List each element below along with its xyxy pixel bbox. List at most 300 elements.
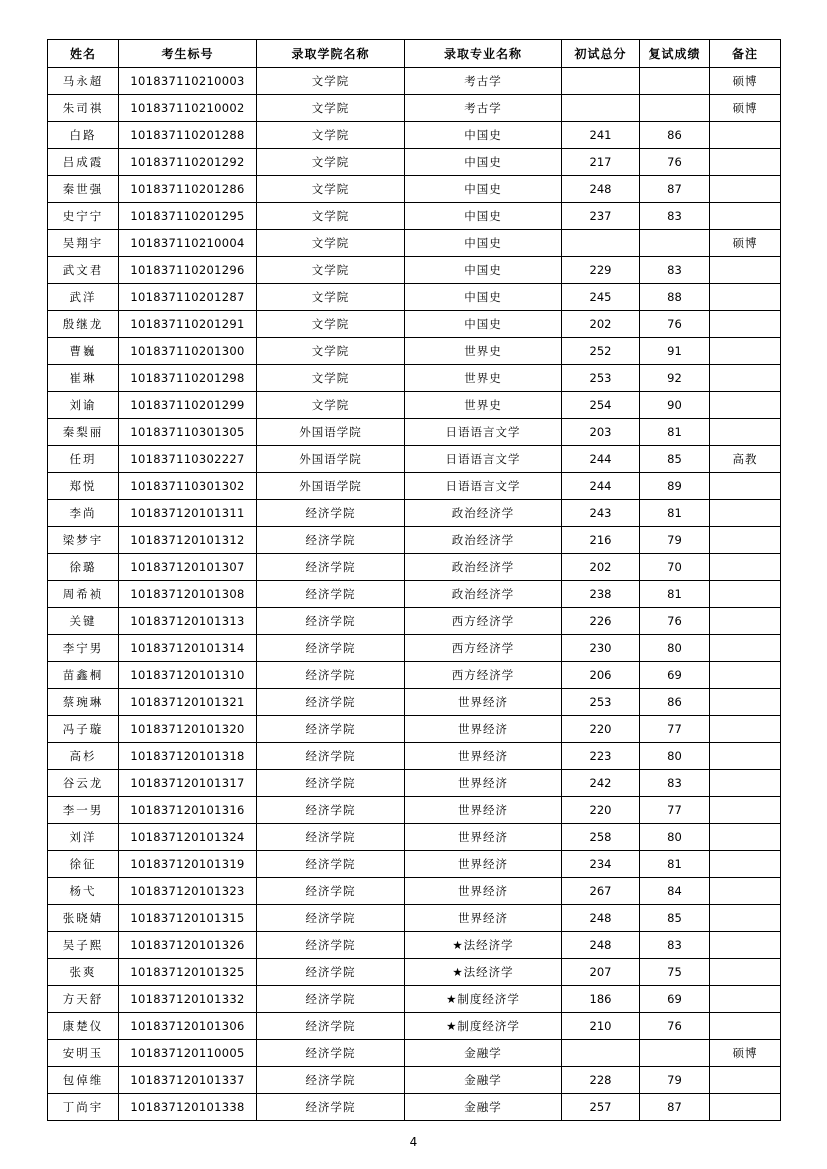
- cell-remarks: [710, 878, 781, 905]
- cell-exam-id: 101837120101311: [119, 500, 257, 527]
- cell-major: 中国史: [405, 257, 562, 284]
- cell-retest-score: 87: [640, 176, 710, 203]
- cell-exam-id: 101837120101320: [119, 716, 257, 743]
- cell-major: 日语语言文学: [405, 446, 562, 473]
- cell-retest-score: 89: [640, 473, 710, 500]
- cell-initial-score: 252: [562, 338, 640, 365]
- cell-exam-id: 101837120101321: [119, 689, 257, 716]
- cell-retest-score: 80: [640, 635, 710, 662]
- cell-initial-score: 242: [562, 770, 640, 797]
- cell-initial-score: 216: [562, 527, 640, 554]
- cell-remarks: [710, 932, 781, 959]
- cell-retest-score: 79: [640, 1067, 710, 1094]
- cell-college: 经济学院: [257, 608, 405, 635]
- table-row: [48, 149, 781, 176]
- cell-name: 安明玉: [48, 1040, 119, 1067]
- cell-remarks: [710, 905, 781, 932]
- table-row: [48, 851, 781, 878]
- cell-initial-score: 226: [562, 608, 640, 635]
- table-row: [48, 932, 781, 959]
- cell-name: 谷云龙: [48, 770, 119, 797]
- header-name: 姓名: [48, 40, 119, 68]
- cell-college: 经济学院: [257, 797, 405, 824]
- table-row: [48, 1067, 781, 1094]
- cell-college: 文学院: [257, 365, 405, 392]
- cell-major: 中国史: [405, 176, 562, 203]
- table-row: [48, 365, 781, 392]
- cell-exam-id: 101837110201299: [119, 392, 257, 419]
- table-row: [48, 905, 781, 932]
- cell-major: 日语语言文学: [405, 473, 562, 500]
- cell-remarks: [710, 203, 781, 230]
- cell-remarks: [710, 797, 781, 824]
- cell-remarks: [710, 338, 781, 365]
- cell-initial-score: 248: [562, 905, 640, 932]
- cell-college: 文学院: [257, 284, 405, 311]
- cell-retest-score: 81: [640, 581, 710, 608]
- cell-major: ★法经济学: [405, 959, 562, 986]
- cell-name: 徐征: [48, 851, 119, 878]
- cell-name: 吕成霞: [48, 149, 119, 176]
- cell-name: 张晓婧: [48, 905, 119, 932]
- cell-major: 政治经济学: [405, 500, 562, 527]
- cell-major: ★制度经济学: [405, 1013, 562, 1040]
- table-row: [48, 68, 781, 95]
- cell-college: 外国语学院: [257, 473, 405, 500]
- cell-retest-score: 92: [640, 365, 710, 392]
- cell-remarks: [710, 662, 781, 689]
- table-row: [48, 581, 781, 608]
- cell-initial-score: 229: [562, 257, 640, 284]
- table-row: [48, 608, 781, 635]
- cell-exam-id: 101837110210003: [119, 68, 257, 95]
- cell-initial-score: 234: [562, 851, 640, 878]
- cell-college: 文学院: [257, 122, 405, 149]
- table-row: [48, 203, 781, 230]
- cell-exam-id: 101837110201286: [119, 176, 257, 203]
- cell-college: 经济学院: [257, 689, 405, 716]
- cell-major: ★制度经济学: [405, 986, 562, 1013]
- cell-major: ★法经济学: [405, 932, 562, 959]
- cell-college: 经济学院: [257, 527, 405, 554]
- cell-initial-score: 238: [562, 581, 640, 608]
- cell-major: 西方经济学: [405, 635, 562, 662]
- cell-college: 经济学院: [257, 1040, 405, 1067]
- table-row: [48, 527, 781, 554]
- table-row: [48, 446, 781, 473]
- cell-exam-id: 101837110301302: [119, 473, 257, 500]
- cell-exam-id: 101837120101317: [119, 770, 257, 797]
- cell-name: 马永超: [48, 68, 119, 95]
- cell-retest-score: 83: [640, 932, 710, 959]
- cell-remarks: [710, 392, 781, 419]
- cell-exam-id: 101837120101315: [119, 905, 257, 932]
- cell-name: 刘谕: [48, 392, 119, 419]
- cell-initial-score: 220: [562, 716, 640, 743]
- cell-college: 外国语学院: [257, 419, 405, 446]
- cell-name: 丁尚宇: [48, 1094, 119, 1121]
- cell-retest-score: 91: [640, 338, 710, 365]
- cell-major: 中国史: [405, 284, 562, 311]
- cell-initial-score: 220: [562, 797, 640, 824]
- cell-college: 文学院: [257, 68, 405, 95]
- cell-retest-score: 76: [640, 1013, 710, 1040]
- cell-retest-score: 88: [640, 284, 710, 311]
- table-row: [48, 635, 781, 662]
- cell-name: 史宁宁: [48, 203, 119, 230]
- cell-retest-score: [640, 1040, 710, 1067]
- cell-retest-score: 81: [640, 851, 710, 878]
- cell-exam-id: 101837120101308: [119, 581, 257, 608]
- cell-major: 政治经济学: [405, 554, 562, 581]
- cell-name: 周希祯: [48, 581, 119, 608]
- table-row: [48, 1040, 781, 1067]
- cell-college: 经济学院: [257, 554, 405, 581]
- header-major: 录取专业名称: [405, 40, 562, 68]
- cell-remarks: [710, 986, 781, 1013]
- cell-initial-score: 248: [562, 932, 640, 959]
- cell-name: 苗鑫桐: [48, 662, 119, 689]
- cell-major: 世界经济: [405, 878, 562, 905]
- cell-retest-score: 86: [640, 689, 710, 716]
- cell-initial-score: 258: [562, 824, 640, 851]
- cell-remarks: [710, 581, 781, 608]
- cell-remarks: [710, 1067, 781, 1094]
- cell-remarks: [710, 770, 781, 797]
- cell-name: 吴子熙: [48, 932, 119, 959]
- cell-initial-score: 254: [562, 392, 640, 419]
- cell-name: 郑悦: [48, 473, 119, 500]
- cell-remarks: [710, 311, 781, 338]
- cell-initial-score: 245: [562, 284, 640, 311]
- table-row: [48, 230, 781, 257]
- cell-remarks: [710, 419, 781, 446]
- table-row: [48, 986, 781, 1013]
- cell-remarks: [710, 851, 781, 878]
- cell-major: 中国史: [405, 311, 562, 338]
- table-row: [48, 419, 781, 446]
- cell-retest-score: 69: [640, 662, 710, 689]
- cell-major: 世界史: [405, 392, 562, 419]
- cell-exam-id: 101837110201295: [119, 203, 257, 230]
- cell-initial-score: 244: [562, 473, 640, 500]
- cell-college: 经济学院: [257, 905, 405, 932]
- cell-major: 中国史: [405, 149, 562, 176]
- cell-college: 文学院: [257, 176, 405, 203]
- cell-remarks: [710, 959, 781, 986]
- cell-initial-score: 243: [562, 500, 640, 527]
- cell-remarks: [710, 716, 781, 743]
- cell-name: 康楚仪: [48, 1013, 119, 1040]
- cell-retest-score: 70: [640, 554, 710, 581]
- cell-name: 崔琳: [48, 365, 119, 392]
- cell-exam-id: 101837110201296: [119, 257, 257, 284]
- table-row: [48, 554, 781, 581]
- cell-initial-score: 203: [562, 419, 640, 446]
- cell-college: 经济学院: [257, 1067, 405, 1094]
- cell-initial-score: 253: [562, 365, 640, 392]
- cell-initial-score: 257: [562, 1094, 640, 1121]
- cell-retest-score: 90: [640, 392, 710, 419]
- cell-major: 金融学: [405, 1040, 562, 1067]
- table-row: [48, 770, 781, 797]
- cell-exam-id: 101837110201300: [119, 338, 257, 365]
- cell-college: 经济学院: [257, 959, 405, 986]
- cell-college: 经济学院: [257, 770, 405, 797]
- cell-initial-score: 186: [562, 986, 640, 1013]
- cell-exam-id: 101837110201287: [119, 284, 257, 311]
- cell-initial-score: 202: [562, 311, 640, 338]
- cell-college: 文学院: [257, 230, 405, 257]
- table-row: [48, 500, 781, 527]
- cell-retest-score: 76: [640, 608, 710, 635]
- cell-college: 经济学院: [257, 635, 405, 662]
- cell-remarks: [710, 365, 781, 392]
- page-number: 4: [409, 1135, 418, 1149]
- cell-initial-score: [562, 95, 640, 122]
- table-row: [48, 95, 781, 122]
- cell-major: 世界经济: [405, 797, 562, 824]
- cell-exam-id: 101837110201291: [119, 311, 257, 338]
- cell-college: 经济学院: [257, 986, 405, 1013]
- table-row: [48, 311, 781, 338]
- cell-retest-score: 80: [640, 824, 710, 851]
- cell-retest-score: 87: [640, 1094, 710, 1121]
- header-college: 录取学院名称: [257, 40, 405, 68]
- cell-remarks: [710, 284, 781, 311]
- cell-major: 世界经济: [405, 770, 562, 797]
- cell-college: 经济学院: [257, 581, 405, 608]
- cell-remarks: [710, 743, 781, 770]
- cell-college: 经济学院: [257, 932, 405, 959]
- cell-initial-score: 244: [562, 446, 640, 473]
- cell-remarks: 硕博: [710, 95, 781, 122]
- table-row: [48, 959, 781, 986]
- cell-name: 方天舒: [48, 986, 119, 1013]
- cell-exam-id: 101837120101319: [119, 851, 257, 878]
- cell-retest-score: 85: [640, 446, 710, 473]
- cell-major: 金融学: [405, 1067, 562, 1094]
- cell-name: 曹巍: [48, 338, 119, 365]
- table-row: [48, 716, 781, 743]
- table-row: [48, 176, 781, 203]
- table-row: [48, 473, 781, 500]
- cell-initial-score: 237: [562, 203, 640, 230]
- cell-college: 文学院: [257, 149, 405, 176]
- cell-exam-id: 101837120101324: [119, 824, 257, 851]
- cell-retest-score: 75: [640, 959, 710, 986]
- cell-initial-score: [562, 68, 640, 95]
- cell-major: 世界经济: [405, 689, 562, 716]
- table-row: [48, 878, 781, 905]
- table-row: [48, 797, 781, 824]
- cell-retest-score: 81: [640, 500, 710, 527]
- cell-remarks: [710, 824, 781, 851]
- table-row: [48, 284, 781, 311]
- cell-major: 世界史: [405, 365, 562, 392]
- cell-remarks: [710, 176, 781, 203]
- cell-initial-score: 248: [562, 176, 640, 203]
- cell-initial-score: 207: [562, 959, 640, 986]
- cell-name: 殷继龙: [48, 311, 119, 338]
- cell-exam-id: 101837120110005: [119, 1040, 257, 1067]
- cell-exam-id: 101837110210002: [119, 95, 257, 122]
- cell-retest-score: [640, 95, 710, 122]
- cell-exam-id: 101837110201288: [119, 122, 257, 149]
- cell-exam-id: 101837120101312: [119, 527, 257, 554]
- cell-initial-score: 202: [562, 554, 640, 581]
- cell-exam-id: 101837110210004: [119, 230, 257, 257]
- cell-retest-score: [640, 230, 710, 257]
- cell-remarks: [710, 1094, 781, 1121]
- cell-major: 世界经济: [405, 905, 562, 932]
- cell-exam-id: 101837120101323: [119, 878, 257, 905]
- cell-initial-score: 206: [562, 662, 640, 689]
- table-row: [48, 1013, 781, 1040]
- cell-major: 政治经济学: [405, 581, 562, 608]
- cell-major: 西方经济学: [405, 662, 562, 689]
- header-remarks: 备注: [710, 40, 781, 68]
- cell-college: 经济学院: [257, 824, 405, 851]
- cell-exam-id: 101837110201292: [119, 149, 257, 176]
- cell-remarks: 硕博: [710, 1040, 781, 1067]
- cell-exam-id: 101837120101306: [119, 1013, 257, 1040]
- cell-name: 关键: [48, 608, 119, 635]
- cell-college: 经济学院: [257, 1094, 405, 1121]
- header-exam-id: 考生标号: [119, 40, 257, 68]
- cell-major: 政治经济学: [405, 527, 562, 554]
- cell-college: 经济学院: [257, 716, 405, 743]
- cell-exam-id: 101837110301305: [119, 419, 257, 446]
- cell-major: 中国史: [405, 203, 562, 230]
- cell-name: 杨弋: [48, 878, 119, 905]
- admission-table: [47, 39, 781, 1121]
- cell-initial-score: [562, 1040, 640, 1067]
- cell-name: 李一男: [48, 797, 119, 824]
- cell-major: 西方经济学: [405, 608, 562, 635]
- cell-retest-score: 76: [640, 311, 710, 338]
- table-row: [48, 743, 781, 770]
- cell-remarks: [710, 689, 781, 716]
- cell-exam-id: 101837110201298: [119, 365, 257, 392]
- cell-name: 朱司祺: [48, 95, 119, 122]
- cell-major: 考古学: [405, 95, 562, 122]
- cell-exam-id: 101837120101318: [119, 743, 257, 770]
- cell-remarks: [710, 473, 781, 500]
- cell-exam-id: 101837110302227: [119, 446, 257, 473]
- cell-exam-id: 101837120101332: [119, 986, 257, 1013]
- cell-major: 日语语言文学: [405, 419, 562, 446]
- cell-name: 秦世强: [48, 176, 119, 203]
- cell-remarks: [710, 608, 781, 635]
- cell-name: 吴翔宇: [48, 230, 119, 257]
- cell-major: 中国史: [405, 122, 562, 149]
- cell-initial-score: 253: [562, 689, 640, 716]
- cell-college: 外国语学院: [257, 446, 405, 473]
- table-row: [48, 1094, 781, 1121]
- cell-retest-score: 83: [640, 257, 710, 284]
- cell-college: 文学院: [257, 311, 405, 338]
- cell-exam-id: 101837120101325: [119, 959, 257, 986]
- cell-name: 徐璐: [48, 554, 119, 581]
- cell-retest-score: 76: [640, 149, 710, 176]
- cell-college: 经济学院: [257, 878, 405, 905]
- cell-remarks: [710, 500, 781, 527]
- cell-name: 秦梨丽: [48, 419, 119, 446]
- cell-initial-score: 230: [562, 635, 640, 662]
- cell-college: 文学院: [257, 203, 405, 230]
- cell-initial-score: 228: [562, 1067, 640, 1094]
- cell-major: 世界经济: [405, 824, 562, 851]
- cell-remarks: [710, 635, 781, 662]
- cell-name: 梁梦宇: [48, 527, 119, 554]
- cell-name: 刘洋: [48, 824, 119, 851]
- cell-retest-score: [640, 68, 710, 95]
- cell-name: 李宁男: [48, 635, 119, 662]
- cell-major: 世界经济: [405, 743, 562, 770]
- cell-retest-score: 83: [640, 770, 710, 797]
- cell-exam-id: 101837120101316: [119, 797, 257, 824]
- cell-college: 文学院: [257, 257, 405, 284]
- cell-name: 蔡琬琳: [48, 689, 119, 716]
- cell-name: 李尚: [48, 500, 119, 527]
- cell-remarks: [710, 527, 781, 554]
- table-row: [48, 122, 781, 149]
- table-row: [48, 257, 781, 284]
- cell-name: 武洋: [48, 284, 119, 311]
- cell-college: 经济学院: [257, 1013, 405, 1040]
- cell-retest-score: 86: [640, 122, 710, 149]
- cell-major: 考古学: [405, 68, 562, 95]
- cell-name: 冯子璇: [48, 716, 119, 743]
- table-body: [48, 68, 781, 1121]
- cell-retest-score: 69: [640, 986, 710, 1013]
- cell-major: 世界经济: [405, 716, 562, 743]
- cell-exam-id: 101837120101310: [119, 662, 257, 689]
- header-row: [48, 40, 781, 68]
- cell-remarks: [710, 149, 781, 176]
- cell-major: 世界经济: [405, 851, 562, 878]
- cell-major: 世界史: [405, 338, 562, 365]
- table-row: [48, 689, 781, 716]
- table-row: [48, 662, 781, 689]
- cell-remarks: 硕博: [710, 230, 781, 257]
- cell-name: 高杉: [48, 743, 119, 770]
- cell-major: 金融学: [405, 1094, 562, 1121]
- cell-initial-score: 241: [562, 122, 640, 149]
- cell-exam-id: 101837120101307: [119, 554, 257, 581]
- cell-initial-score: 267: [562, 878, 640, 905]
- cell-exam-id: 101837120101337: [119, 1067, 257, 1094]
- cell-retest-score: 85: [640, 905, 710, 932]
- cell-college: 文学院: [257, 392, 405, 419]
- table-row: [48, 338, 781, 365]
- cell-college: 经济学院: [257, 662, 405, 689]
- cell-initial-score: 223: [562, 743, 640, 770]
- table-header: [48, 40, 781, 68]
- cell-remarks: [710, 257, 781, 284]
- cell-name: 白路: [48, 122, 119, 149]
- header-initial-score: 初试总分: [562, 40, 640, 68]
- cell-retest-score: 77: [640, 716, 710, 743]
- cell-initial-score: 217: [562, 149, 640, 176]
- cell-retest-score: 83: [640, 203, 710, 230]
- cell-retest-score: 84: [640, 878, 710, 905]
- cell-exam-id: 101837120101338: [119, 1094, 257, 1121]
- cell-name: 武文君: [48, 257, 119, 284]
- cell-college: 经济学院: [257, 851, 405, 878]
- cell-exam-id: 101837120101313: [119, 608, 257, 635]
